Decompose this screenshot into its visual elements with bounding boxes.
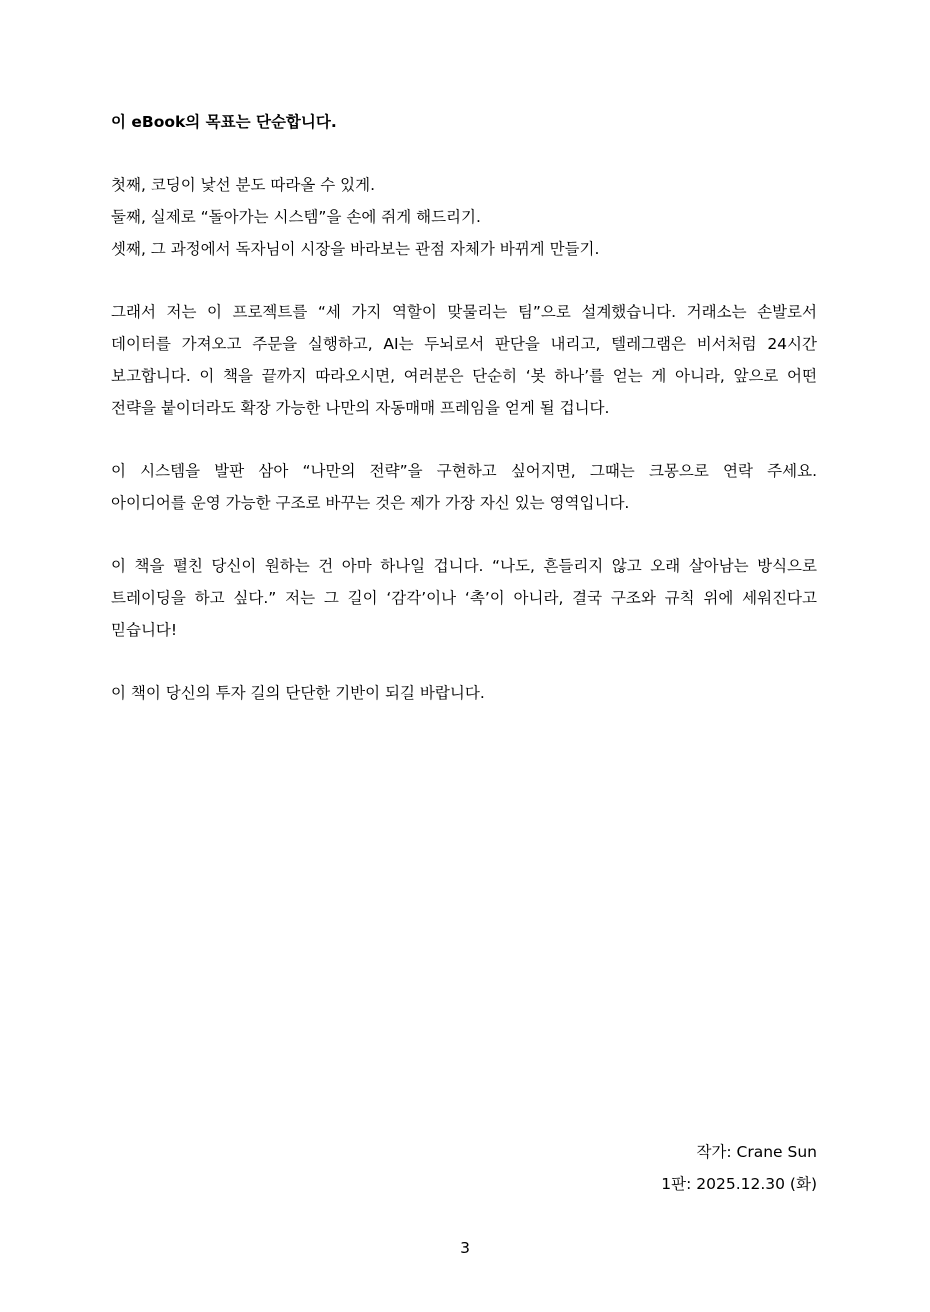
author-credit: 작가: Crane Sun: [696, 1143, 817, 1161]
paragraph-line: 믿습니다!: [111, 621, 178, 639]
page-body: [111, 106, 817, 740]
goal-line: 첫째, 코딩이 낯선 분도 따라올 수 있게.: [111, 176, 376, 194]
contact-paragraph: [111, 455, 817, 519]
paragraph-line: 이 책을 펼친 당신이 원하는 건 아마 하나일 겁니다. “나도, 흔들리지 않고 오래 살아남는 방식으로: [111, 557, 817, 575]
colophon: [661, 1136, 817, 1200]
paragraph-line: 이 시스템을 발판 삼아 “나만의 전략”을 구현하고 싶어지면, 그때는 크몽으로 연락 주세요.: [111, 462, 817, 480]
closing-paragraph: [111, 677, 817, 709]
paragraph-line: 트레이딩을 하고 싶다.” 저는 그 길이 ‘감각’이나 ‘촉’이 아니라, 결국 구조와 규칙 위에 세워진다고: [111, 589, 817, 607]
belief-paragraph: [111, 550, 817, 646]
team-paragraph: [111, 296, 817, 424]
edition-date: 1판: 2025.12.30 (화): [661, 1175, 817, 1193]
paragraph-line: 전략을 붙이더라도 확장 가능한 나만의 자동매매 프레임을 얻게 될 겁니다.: [111, 399, 610, 417]
paragraph-line: 아이디어를 운영 가능한 구조로 바꾸는 것은 제가 가장 자신 있는 영역입니다.: [111, 494, 630, 512]
paragraph-line: 데이터를 가져오고 주문을 실행하고, AI는 두뇌로서 판단을 내리고, 텔레그램은 비서처럼 24시간: [111, 335, 817, 353]
goals-list: [111, 169, 817, 265]
paragraph-line: 그래서 저는 이 프로젝트를 “세 가지 역할이 맞물리는 팀”으로 설계했습니다. 거래소는 손발로서: [111, 303, 817, 321]
page-number: 3: [460, 1239, 470, 1257]
page-heading: 이 eBook의 목표는 단순합니다.: [111, 113, 337, 131]
paragraph-line: 보고합니다. 이 책을 끝까지 따라오시면, 여러분은 단순히 ‘봇 하나’를 얻는 게 아니라, 앞으로 어떤: [111, 367, 817, 385]
closing-line: 이 책이 당신의 투자 길의 단단한 기반이 되길 바랍니다.: [111, 684, 485, 702]
goal-line: 둘째, 실제로 “돌아가는 시스템”을 손에 쥐게 해드리기.: [111, 208, 481, 226]
goal-line: 셋째, 그 과정에서 독자님이 시장을 바라보는 관점 자체가 바뀌게 만들기.: [111, 240, 600, 258]
